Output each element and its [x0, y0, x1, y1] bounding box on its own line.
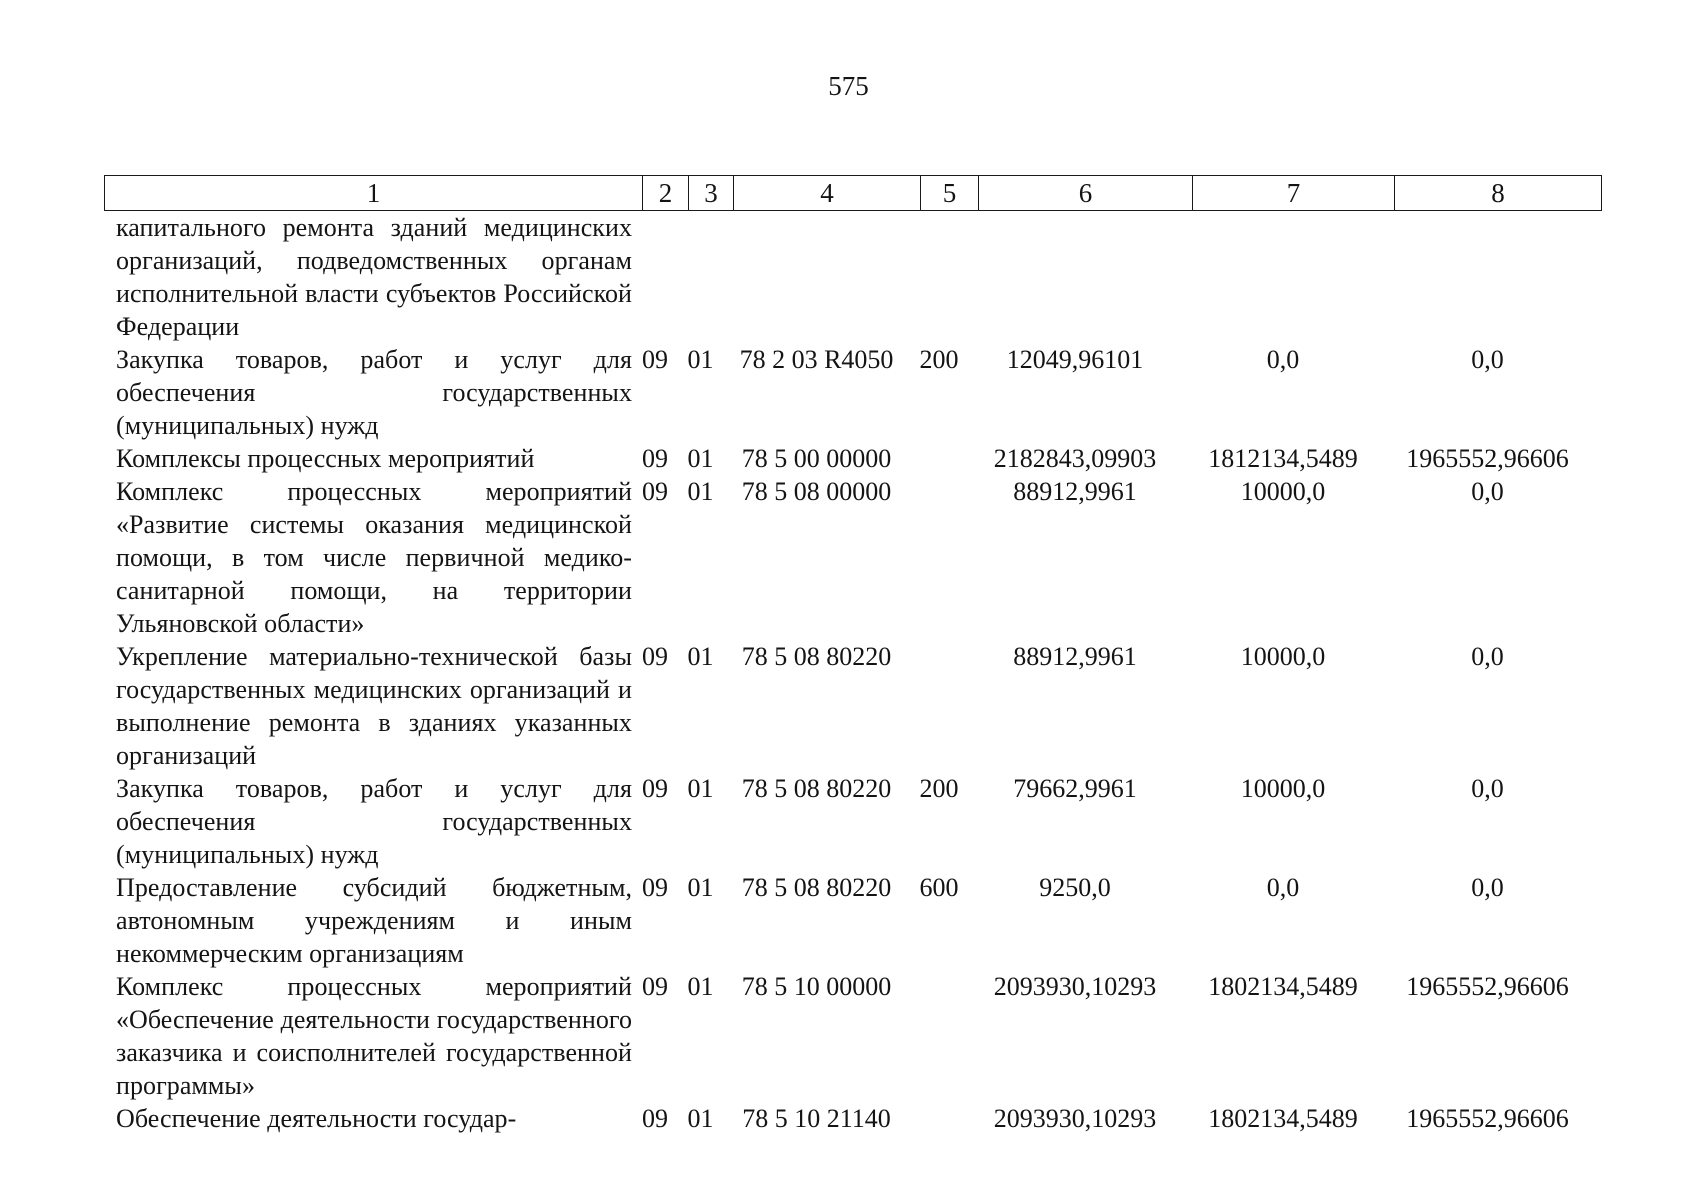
row-amount-col7: 1802134,5489 — [1208, 1104, 1358, 1133]
table-row — [104, 871, 1601, 970]
row-subsection: 01 — [687, 642, 714, 671]
table-row — [104, 1102, 1601, 1135]
column-header-1: 1 — [105, 176, 643, 211]
table-row — [104, 343, 1601, 442]
row-name: Комплекс процессных мероприятий «Развитие системы оказания медицинской помощи, в том числе первичной медико-санитарной помощи, на территории Ульяновской области» — [116, 477, 632, 638]
row-section: 09 — [642, 774, 668, 803]
row-name: капитального ремонта зданий медицинских организаций, подведомственных органам исполнительной власти субъектов Российской Федерации — [116, 213, 632, 341]
table-row — [104, 772, 1601, 871]
row-amount-col8: 0,0 — [1471, 774, 1504, 803]
column-header-7: 7 — [1193, 176, 1395, 211]
row-target-code: 78 5 00 00000 — [741, 444, 892, 473]
column-header-6: 6 — [979, 176, 1193, 211]
row-amount-col8: 0,0 — [1471, 477, 1504, 506]
row-subsection: 01 — [687, 444, 714, 473]
row-name: Предоставление субсидий бюджетным, автономным учреждениям и иным некоммерческим организациям — [116, 873, 632, 968]
row-amount-col6: 79662,9961 — [1013, 774, 1137, 803]
row-amount-col8: 1965552,96606 — [1406, 972, 1569, 1001]
row-target-code: 78 5 08 80220 — [741, 774, 892, 803]
row-section: 09 — [642, 345, 668, 374]
table-body — [104, 211, 1601, 1135]
row-amount-col8: 1965552,96606 — [1406, 444, 1569, 473]
row-target-code: 78 5 10 21140 — [742, 1104, 891, 1133]
row-amount-col6: 2093930,10293 — [993, 972, 1157, 1001]
row-name: Закупка товаров, работ и услуг для обеспечения государственных (муниципальных) нужд — [116, 345, 632, 440]
row-section: 09 — [642, 642, 668, 671]
row-name: Закупка товаров, работ и услуг для обеспечения государственных (муниципальных) нужд — [116, 774, 632, 869]
row-amount-col6: 88912,9961 — [1013, 477, 1137, 506]
row-expense-type: 600 — [919, 873, 959, 902]
table-row — [104, 211, 1601, 343]
row-amount-col7: 10000,0 — [1240, 774, 1326, 803]
row-section: 09 — [642, 873, 668, 902]
row-target-code: 78 5 08 80220 — [741, 873, 892, 902]
column-header-3: 3 — [689, 176, 734, 211]
table-row — [104, 970, 1601, 1102]
table-row — [104, 442, 1601, 475]
column-header-4: 4 — [734, 176, 921, 211]
row-amount-col7: 0,0 — [1266, 873, 1300, 902]
table-header — [104, 175, 1602, 211]
row-amount-col8: 1965552,96606 — [1406, 1104, 1569, 1133]
row-amount-col7: 1812134,5489 — [1208, 444, 1358, 473]
row-subsection: 01 — [687, 972, 714, 1001]
row-amount-col8: 0,0 — [1471, 642, 1504, 671]
row-name: Комплексы процессных мероприятий — [116, 444, 535, 473]
row-amount-col6: 2093930,10293 — [993, 1104, 1157, 1133]
row-subsection: 01 — [687, 1104, 714, 1133]
row-amount-col6: 88912,9961 — [1013, 642, 1137, 671]
row-amount-col6: 9250,0 — [1039, 873, 1111, 902]
column-header-5: 5 — [921, 176, 979, 211]
row-expense-type: 200 — [919, 774, 959, 803]
row-amount-col7: 10000,0 — [1240, 642, 1326, 671]
row-subsection: 01 — [687, 873, 714, 902]
row-name: Комплекс процессных мероприятий «Обеспечение деятельности государственного заказчика и соисполнителей государственной программы» — [116, 972, 632, 1100]
row-subsection: 01 — [687, 477, 714, 506]
row-subsection: 01 — [687, 774, 714, 803]
row-amount-col7: 0,0 — [1266, 345, 1300, 374]
row-expense-type: 200 — [919, 345, 959, 374]
row-target-code: 78 5 08 80220 — [741, 642, 892, 671]
row-amount-col7: 1802134,5489 — [1208, 972, 1358, 1001]
table-row — [104, 640, 1601, 772]
row-amount-col7: 10000,0 — [1240, 477, 1326, 506]
row-section: 09 — [642, 444, 668, 473]
row-subsection: 01 — [687, 345, 714, 374]
row-amount-col6: 2182843,09903 — [993, 444, 1157, 473]
column-header-2: 2 — [643, 176, 689, 211]
row-section: 09 — [642, 972, 668, 1001]
row-amount-col8: 0,0 — [1471, 345, 1504, 374]
table-row — [104, 475, 1601, 640]
row-target-code: 78 5 08 00000 — [741, 477, 892, 506]
column-header-8: 8 — [1395, 176, 1602, 211]
row-target-code: 78 5 10 00000 — [741, 972, 892, 1001]
page-number: 575 — [828, 71, 869, 101]
row-amount-col8: 0,0 — [1471, 873, 1504, 902]
row-name: Укрепление материально-технической базы государственных медицинских организаций и выполнение ремонта в зданиях указанных организаций — [116, 642, 632, 770]
row-section: 09 — [642, 477, 668, 506]
row-amount-col6: 12049,96101 — [1006, 345, 1144, 374]
row-section: 09 — [642, 1104, 668, 1133]
row-target-code: 78 2 03 R4050 — [739, 345, 894, 374]
row-name: Обеспечение деятельности государ- — [116, 1104, 517, 1133]
